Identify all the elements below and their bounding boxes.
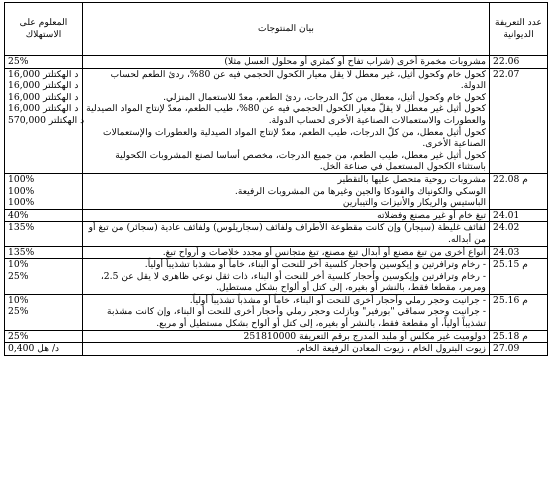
description-line: تبغ خام أو غير مصنع وفضلاته bbox=[377, 209, 486, 221]
table-row bbox=[5, 294, 548, 330]
table-row bbox=[5, 330, 548, 343]
description-line: كحول أثيل معطل، من كلّ الدرجات، طيب الطعم، معدّ لإنتاج المواد الصيدلية والعطورات والإستعمالات الصناعية الأخرى. bbox=[102, 126, 486, 150]
description-line: - رخام وترافرتين و إيكوسين وأحجار كلسية أخر للنحت أو البناء، خاماً أو مشذبا تشذيباً أولياً. bbox=[144, 259, 486, 271]
consumption-duty-cell bbox=[5, 259, 83, 295]
consumption-duty-cell bbox=[5, 209, 83, 222]
table-row bbox=[5, 56, 548, 69]
consumption-duty-cell bbox=[5, 343, 83, 356]
product-description-cell bbox=[83, 294, 490, 330]
description-line: كحول خام وكحول أثيل، معطل من كلّ الدرجات، ردئ الطعم، معدّ للاستعمال المنزلي. bbox=[163, 91, 486, 103]
duty-rate-value: 10% bbox=[8, 294, 29, 306]
description-line: كحول أثيل غير معطل لا يقلّ معيار الكحول الحجمي فيه عن 80%، طيب الطعم، معدّ لإنتاج المواد الصيدلية والعطورات والاستعمالات الصناعية الأخرى لحساب الدولة. bbox=[86, 103, 486, 126]
description-line: أنواع أخرى من تبغ مصنع أو أبدال تبغ مصنع، تبغ متجانس أو مجدد خلاصات و أرواح تبغ. bbox=[162, 246, 486, 258]
duty-rate-value: 25% bbox=[8, 330, 29, 342]
table-row bbox=[5, 343, 548, 356]
description-line: زيوت البترول الخام ، زيوت المعادن الرفيعة الخام. bbox=[296, 343, 486, 355]
duty-rate-value: 100% bbox=[8, 173, 35, 185]
tariff-code-cell: 24.03 bbox=[490, 246, 548, 259]
duty-rate-value: 100% bbox=[8, 185, 35, 197]
description-line: مشروبات مخمرة أخرى (شراب تفاح أو كمثري أو محلول العسل مثلا) bbox=[224, 56, 486, 67]
duty-rate-value: 100% bbox=[8, 197, 35, 209]
consumption-duty-cell bbox=[5, 294, 83, 330]
table-row bbox=[5, 68, 548, 173]
description-line: كحول أثيل غير معطل، طيب الطعم، من جميع الدرجات، مخصص أساسا لصنع المشروبات الكحولية باستثناء الكحول المستعمل في صناعة الخل. bbox=[115, 149, 486, 173]
product-description-cell bbox=[83, 330, 490, 343]
tariff-code-cell: 24.01 bbox=[490, 209, 548, 222]
duty-rate-value: 135% bbox=[8, 222, 35, 234]
table-row bbox=[5, 209, 548, 222]
table-row bbox=[5, 259, 548, 295]
description-line: مشروبات روحية متحصل عليها بالتقطير bbox=[337, 173, 486, 185]
duty-rate-value: 135% bbox=[8, 246, 35, 258]
product-description-cell bbox=[83, 173, 490, 209]
product-description-cell bbox=[83, 222, 490, 246]
consumption-duty-cell bbox=[5, 246, 83, 259]
tariff-code-cell: 22.06 bbox=[490, 56, 548, 69]
description-line: - جرانيت وحجر سماقي "بورفير" وبازلت وحجر رملي وأحجار أخرى للنحت أو البناء، وإن كانت مشذبة تشذيباً أولياً، أو مقطعة فقط، بالنشر أو بغيره، إلى كتل أو ألواح بشكل مستطيل أو مربع. bbox=[107, 306, 486, 330]
description-line: - رخام وترافرتين وإيكوسين وأحجار كلسية أخر للنحت أو البناء، ذات ثقل نوعي ظاهري لا يقل عن 2.5، ومرمر، مقطعا فقط، بالنشر أو بغيره، إلى كتل أو ألواح بشكل مستطيل. bbox=[100, 270, 486, 294]
tariff-code-cell: م 25.15 bbox=[490, 259, 548, 295]
consumption-duty-cell bbox=[5, 56, 83, 69]
header-rate: المعلوم على الاستهلاك bbox=[5, 3, 83, 56]
table-row bbox=[5, 246, 548, 259]
tariff-code-cell: 22.07 bbox=[490, 68, 548, 173]
duty-rate-value: 25% bbox=[8, 270, 29, 282]
product-description-cell bbox=[83, 68, 490, 173]
header-code: عدد التعريفة الديوانية bbox=[490, 3, 548, 56]
header-description: بيان المنتوجات bbox=[83, 3, 490, 56]
duty-rate-value: 40% bbox=[8, 209, 29, 221]
product-description-cell bbox=[83, 56, 490, 69]
product-description-cell bbox=[83, 343, 490, 356]
consumption-duty-cell bbox=[5, 330, 83, 343]
product-description-cell bbox=[83, 209, 490, 222]
consumption-duty-cell bbox=[5, 222, 83, 246]
consumption-duty-cell bbox=[5, 68, 83, 173]
description-line: الباستيس والريكار والأنيزات والتيبارين bbox=[342, 197, 486, 209]
table-header-row bbox=[5, 3, 548, 56]
duty-rate-value: 570,000 د الهكتلتر bbox=[8, 114, 85, 126]
duty-rate-value: 16,000 د الهكتلتر bbox=[8, 68, 79, 80]
duty-rate-value: 16,000 د الهكتلتر bbox=[8, 91, 79, 103]
duty-rate-value: 25% bbox=[8, 306, 29, 318]
duty-rate-value: 16,000 د الهكتلتر bbox=[8, 103, 79, 115]
tariff-code-cell: م 25.16 bbox=[490, 294, 548, 330]
table-row bbox=[5, 222, 548, 246]
table-row bbox=[5, 173, 548, 209]
duty-rate-value: 16,000 د الهكتلتر bbox=[8, 80, 79, 92]
consumption-duty-cell bbox=[5, 173, 83, 209]
tariff-code-cell: 27.09 bbox=[490, 343, 548, 356]
duty-rate-value: 25% bbox=[8, 56, 29, 67]
tariff-code-cell: م 25.18 bbox=[490, 330, 548, 343]
tariff-code-cell: 24.02 bbox=[490, 222, 548, 246]
tariff-code-cell: م 22.08 bbox=[490, 173, 548, 209]
description-line: كحول خام وكحول أثيل، غير معطل لا يقل معيار الكحول الحجمي فيه عن 80%، ردئ الطعم لحساب الدولة. bbox=[110, 68, 486, 92]
description-line: - جرانيت وحجر رملي وأحجار أخرى للنحت أو البناء، خاماً أو مشذباً تشذيباً أولياً. bbox=[189, 294, 486, 306]
description-line: الوسكي والكونياك والفودكا والجين وغيرها من المشروبات الرفيعة. bbox=[234, 185, 486, 197]
tariff-table bbox=[4, 2, 548, 356]
description-line: لفائف غليظة (سيجار) وإن كانت مقطوعة الأطراف ولفائف (سجاريلوس) ولفائف عادية (سجائر) من تبغ أو من أبداله. bbox=[88, 222, 486, 245]
description-line: دولوميت غير مكلس أو ملبد المدرج برقم التعريفة 251810000 bbox=[243, 330, 486, 342]
product-description-cell bbox=[83, 246, 490, 259]
duty-rate-value: 0,400 د/ هل bbox=[8, 343, 60, 355]
product-description-cell bbox=[83, 259, 490, 295]
duty-rate-value: 10% bbox=[8, 259, 29, 271]
